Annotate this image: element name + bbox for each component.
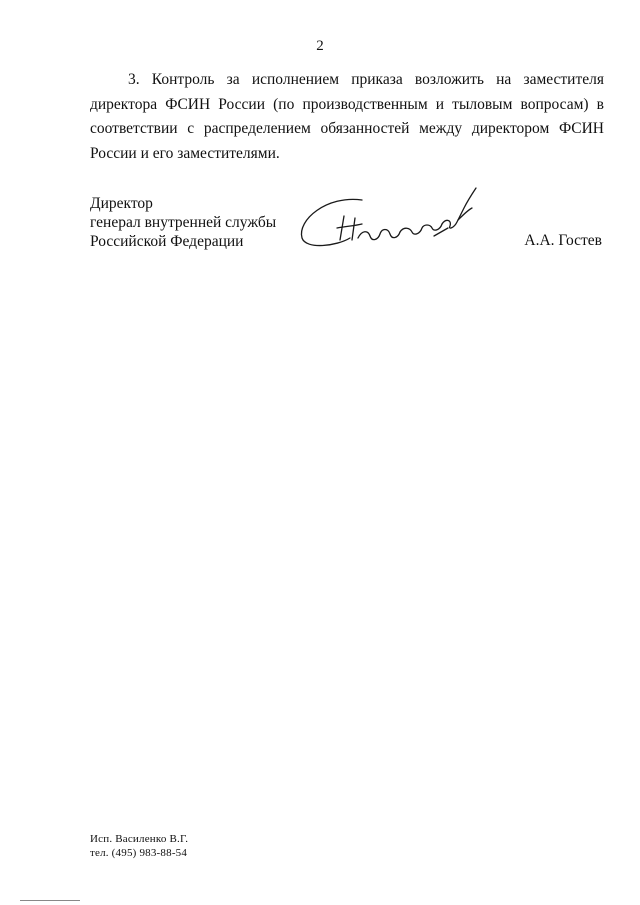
position-line-1: Директор (90, 195, 153, 212)
executor-phone: тел. (495) 983-88-54 (90, 847, 188, 859)
position-line-3: Российской Федерации (90, 233, 244, 250)
signatory-name: А.А. Гостев (524, 232, 602, 249)
scan-artifact (20, 900, 80, 901)
order-clause-3: 3. Контроль за исполнением приказа возложить на заместителя директора ФСИН России (по производственным и тыловым вопросам) в соответствии с распределением обязанностей между директором ФСИН России и его заместителями. (90, 71, 604, 162)
position-line-2: генерал внутренней службы (90, 214, 277, 231)
page-number: 2 (316, 38, 324, 54)
executor-contact (90, 832, 188, 860)
handwritten-signature (292, 180, 492, 260)
executor-name: Исп. Василенко В.Г. (90, 833, 189, 845)
